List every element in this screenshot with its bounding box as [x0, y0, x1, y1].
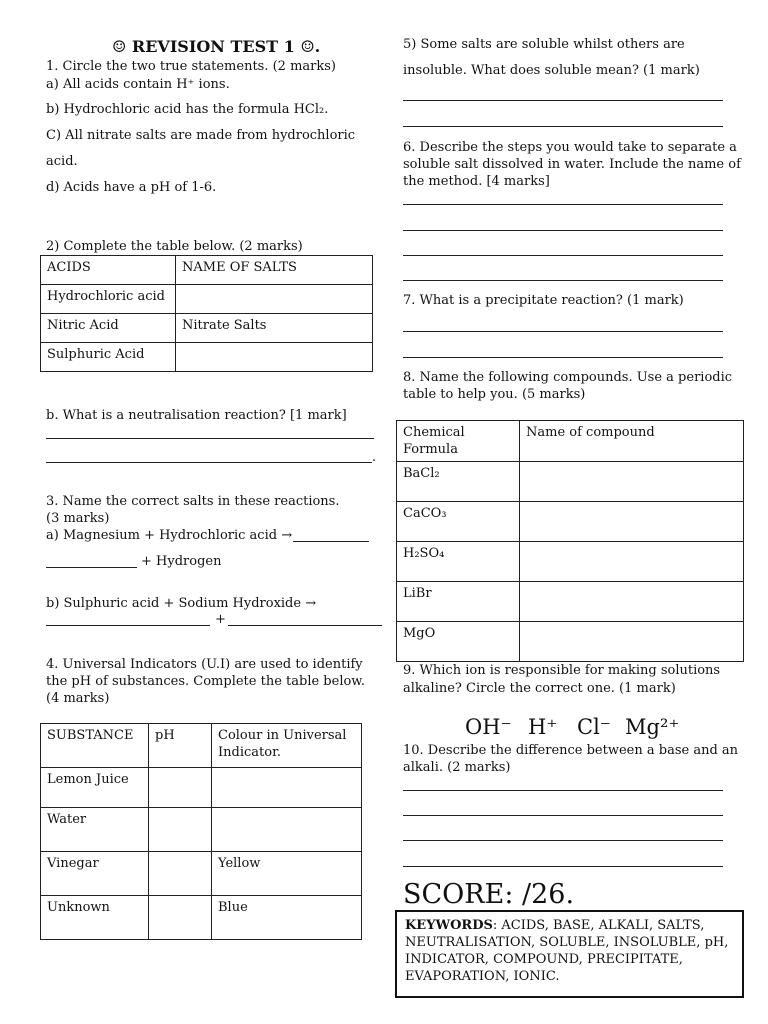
answer-line[interactable] — [46, 462, 372, 463]
ion-option-hydrogen[interactable]: H⁺ — [528, 715, 558, 739]
table-header — [397, 421, 520, 462]
answer-cell[interactable] — [149, 852, 212, 896]
q1-statement-b[interactable]: b) Hydrochloric acid has the formula HCl₂. — [46, 102, 329, 117]
table-header — [212, 724, 362, 768]
answer-line[interactable] — [403, 815, 723, 816]
answer-cell[interactable] — [520, 622, 744, 662]
answer-cell[interactable] — [520, 502, 744, 542]
answer-line[interactable] — [403, 357, 723, 358]
score: SCORE: /26. — [403, 879, 575, 910]
table-cell: Nitrate Salts — [176, 314, 373, 343]
table-header: NAME OF SALTS — [176, 256, 373, 285]
answer-cell[interactable] — [149, 808, 212, 852]
table-header: SUBSTANCE — [41, 724, 149, 768]
acids-salts-table — [40, 255, 373, 372]
table-header: pH — [149, 724, 212, 768]
answer-cell[interactable] — [176, 285, 373, 314]
q8-prompt: 8. Name the following compounds. Use a periodic — [403, 370, 733, 385]
table-cell: Sulphuric Acid — [41, 343, 176, 372]
header-line: Colour in Universal — [218, 728, 347, 743]
q1-statement-d[interactable]: d) Acids have a pH of 1-6. — [46, 180, 217, 195]
q3a-reaction: a) Magnesium + Hydrochloric acid → — [46, 528, 293, 543]
answer-cell[interactable] — [520, 542, 744, 582]
q2-prompt: 2) Complete the table below. (2 marks) — [46, 239, 303, 254]
indicator-table — [40, 723, 362, 940]
answer-cell[interactable] — [149, 768, 212, 808]
answer-line[interactable] — [403, 255, 723, 256]
table-cell: Unknown — [41, 896, 149, 940]
formula-cell: H₂SO₄ — [397, 542, 520, 582]
answer-line[interactable] — [228, 625, 382, 626]
q3a-product: + Hydrogen — [141, 554, 222, 569]
formula-cell: CaCO₃ — [397, 502, 520, 542]
header-line: Indicator. — [218, 745, 281, 760]
table-header: ACIDS — [41, 256, 176, 285]
table-cell: Vinegar — [41, 852, 149, 896]
answer-cell[interactable] — [520, 462, 744, 502]
ion-option-hydroxide[interactable]: OH⁻ — [465, 715, 512, 739]
table-cell: Hydrochloric acid — [41, 285, 176, 314]
period: . — [372, 450, 377, 465]
answer-line[interactable] — [403, 100, 723, 101]
answer-line[interactable] — [403, 840, 723, 841]
ion-option-chloride[interactable]: Cl⁻ — [577, 715, 611, 739]
q6-marks: the method. [4 marks] — [403, 174, 550, 189]
answer-cell[interactable] — [176, 343, 373, 372]
q4-marks: (4 marks) — [46, 691, 110, 706]
plus-sign: + — [215, 612, 226, 627]
header-line: Chemical — [403, 425, 465, 440]
formula-cell: MgO — [397, 622, 520, 662]
q9-prompt-cont: alkaline? Circle the correct one. (1 mark) — [403, 681, 676, 696]
answer-line[interactable] — [46, 567, 137, 568]
keywords-box — [395, 910, 744, 998]
q10-marks: alkali. (2 marks) — [403, 760, 511, 775]
answer-line[interactable] — [293, 541, 369, 542]
q6-prompt-cont: soluble salt dissolved in water. Include the name of — [403, 157, 741, 172]
table-header: Name of compound — [520, 421, 744, 462]
answer-cell[interactable] — [212, 808, 362, 852]
formula-cell: BaCl₂ — [397, 462, 520, 502]
q2b-prompt: b. What is a neutralisation reaction? [1 mark] — [46, 408, 347, 423]
q6-prompt: 6. Describe the steps you would take to separate a — [403, 140, 737, 155]
ion-option-magnesium[interactable]: Mg²⁺ — [625, 715, 680, 739]
q1-prompt: 1. Circle the two true statements. (2 marks) — [46, 59, 336, 74]
answer-line[interactable] — [403, 126, 723, 127]
compounds-table — [396, 420, 744, 662]
q3-marks: (3 marks) — [46, 511, 110, 526]
answer-cell[interactable] — [520, 582, 744, 622]
table-cell: Blue — [212, 896, 362, 940]
table-cell: Water — [41, 808, 149, 852]
q1-statement-c[interactable]: C) All nitrate salts are made from hydrochloric — [46, 128, 356, 143]
q10-prompt: 10. Describe the difference between a base and an — [403, 743, 739, 758]
header-line: Formula — [403, 442, 458, 457]
keywords-label: KEYWORDS — [405, 918, 493, 933]
q5-prompt-cont: insoluble. What does soluble mean? (1 mark) — [403, 63, 700, 78]
q5-prompt: 5) Some salts are soluble whilst others are — [403, 37, 685, 52]
table-cell: Nitric Acid — [41, 314, 176, 343]
answer-line[interactable] — [46, 625, 210, 626]
answer-cell[interactable] — [149, 896, 212, 940]
answer-line[interactable] — [46, 438, 374, 439]
keywords-text: : ACIDS, BASE, ALKALI, SALTS, NEUTRALISATION, SOLUBLE, INSOLUBLE, pH, INDICATOR, COMPOUND, PRECIPITATE, EVAPORATION, IONIC. — [405, 918, 729, 984]
q1-statement-c-cont: acid. — [46, 154, 78, 169]
q1-statement-a[interactable]: a) All acids contain H⁺ ions. — [46, 77, 230, 92]
q8-prompt-cont: table to help you. (5 marks) — [403, 387, 586, 402]
answer-line[interactable] — [403, 790, 723, 791]
q3-prompt: 3. Name the correct salts in these reactions. — [46, 494, 340, 509]
q4-prompt-cont: the pH of substances. Complete the table below. — [46, 674, 366, 689]
answer-line[interactable] — [403, 280, 723, 281]
q9-prompt: 9. Which ion is responsible for making solutions — [403, 663, 721, 678]
q3b-reaction: b) Sulphuric acid + Sodium Hydroxide → — [46, 596, 317, 611]
answer-line[interactable] — [403, 866, 723, 867]
answer-line[interactable] — [403, 331, 723, 332]
table-cell: Yellow — [212, 852, 362, 896]
page-title: ☺ REVISION TEST 1 ☺. — [112, 37, 321, 56]
q7-prompt: 7. What is a precipitate reaction? (1 mark) — [403, 293, 684, 308]
answer-line[interactable] — [403, 204, 723, 205]
table-cell: Lemon Juice — [41, 768, 149, 808]
answer-line[interactable] — [403, 230, 723, 231]
answer-cell[interactable] — [212, 768, 362, 808]
formula-cell: LiBr — [397, 582, 520, 622]
q4-prompt: 4. Universal Indicators (U.I) are used to identify — [46, 657, 363, 672]
